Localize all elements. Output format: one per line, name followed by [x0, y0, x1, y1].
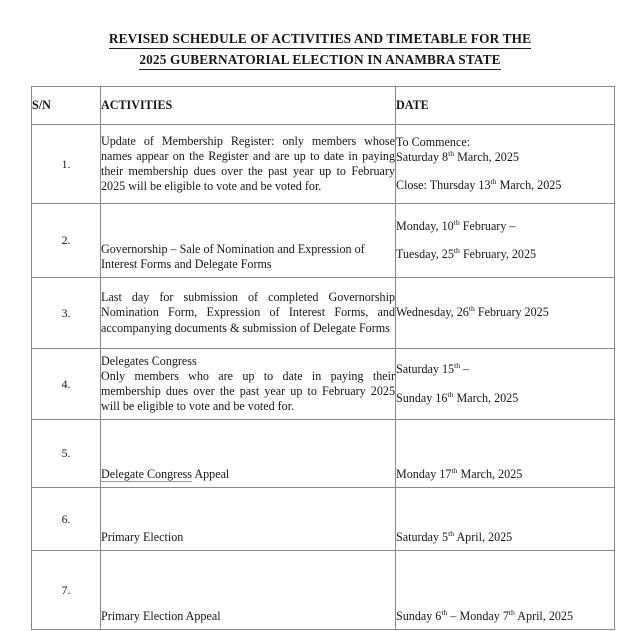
date-text: Monday, 10	[396, 218, 454, 233]
date-text: March, 2025	[457, 466, 523, 481]
date-line	[396, 530, 614, 545]
row-date	[396, 488, 615, 551]
date-text: Wednesday, 26	[396, 305, 469, 320]
date-text: March, 2025	[453, 390, 519, 405]
date-ordinal-suffix: th	[447, 389, 454, 399]
row-date	[396, 204, 615, 278]
row-date	[396, 125, 615, 204]
row-activity: Primary Election Appeal	[101, 551, 396, 630]
table-header	[32, 87, 615, 125]
date-ordinal-suffix: th	[508, 607, 515, 617]
date-text: – Monday 7	[447, 608, 509, 623]
date-text: March, 2025	[454, 149, 519, 164]
row-activity: Primary Election	[101, 488, 396, 551]
date-ordinal-suffix: th	[451, 465, 458, 475]
date-text: February –	[459, 218, 516, 233]
date-text: Saturday 15	[396, 362, 455, 377]
row-serial-number: 7.	[32, 551, 101, 630]
date-line	[396, 609, 614, 624]
table-row	[32, 278, 615, 349]
activity-text: Delegate Congress	[101, 466, 193, 481]
row-activity: Update of Membership Register: only members whose names appear on the Register and are up to date in paying their membership dues over the past year up to February 2025 will be eligible to vote and be voted for.	[101, 125, 396, 204]
row-date	[396, 420, 615, 488]
date-line	[396, 467, 614, 482]
activity-line: Delegates Congress	[101, 353, 197, 368]
date-line	[396, 305, 614, 320]
date-line: To Commence:	[396, 134, 471, 149]
date-text: April, 2025	[454, 529, 513, 544]
date-text: February 2025	[474, 305, 549, 320]
date-spacer	[396, 234, 614, 247]
row-serial-number: 6.	[32, 488, 101, 551]
date-text: Tuesday, 25	[396, 247, 454, 261]
column-header-activities: ACTIVITIES	[101, 87, 396, 125]
table-row	[32, 551, 615, 630]
column-header-date: DATE	[396, 87, 615, 125]
date-text: Saturday 5	[396, 529, 449, 544]
date-spacer	[396, 165, 614, 178]
row-date	[396, 349, 615, 420]
page-title-line-1: REVISED SCHEDULE OF ACTIVITIES AND TIMETABLE FOR THE	[109, 30, 531, 49]
column-header-sn: S/N	[32, 87, 101, 125]
date-line	[396, 391, 614, 406]
schedule-table	[31, 86, 615, 630]
date-text: Monday 17	[396, 466, 452, 481]
date-line	[396, 219, 614, 234]
row-date	[396, 278, 615, 349]
table-row	[32, 488, 615, 551]
row-serial-number: 5.	[32, 420, 101, 488]
date-text: February, 2025	[459, 247, 537, 261]
date-text: March, 2025	[496, 178, 562, 193]
date-text: Close: Thursday 13	[396, 178, 491, 193]
date-ordinal-suffix: th	[448, 148, 455, 158]
date-ordinal-suffix: th	[490, 177, 497, 187]
date-text: April, 2025	[514, 608, 574, 623]
table-header-row	[32, 87, 615, 125]
table-row	[32, 204, 615, 278]
date-line	[396, 178, 614, 193]
date-text: Sunday 16	[396, 390, 448, 405]
row-activity: Governorship – Sale of Nomination and Expression of Interest Forms and Delegate Forms	[101, 204, 396, 278]
table-row	[32, 349, 615, 420]
table-body	[32, 125, 615, 630]
date-ordinal-suffix: th	[441, 607, 448, 617]
row-serial-number: 3.	[32, 278, 101, 349]
row-serial-number: 2.	[32, 204, 101, 278]
row-serial-number: 4.	[32, 349, 101, 420]
date-ordinal-suffix: th	[453, 217, 460, 227]
activity-line: Only members who are up to date in paying their membership dues over the past year up to February 2025 will be eligible to vote and be voted for.	[101, 368, 395, 414]
row-activity	[101, 420, 396, 488]
row-serial-number: 1.	[32, 125, 101, 204]
date-ordinal-suffix: th	[468, 304, 475, 314]
date-spacer	[396, 378, 614, 391]
date-ordinal-suffix: th	[453, 245, 460, 255]
date-line	[396, 247, 614, 262]
date-ordinal-suffix: th	[454, 361, 461, 371]
row-activity	[101, 349, 396, 420]
page-title	[0, 30, 640, 70]
date-line	[396, 362, 614, 377]
page-title-line-2: 2025 GUBERNATORIAL ELECTION IN ANAMBRA STATE	[139, 51, 500, 70]
date-ordinal-suffix: th	[448, 528, 455, 538]
activity-text: Appeal	[192, 466, 230, 481]
date-text: Saturday 8	[396, 149, 449, 164]
row-date	[396, 551, 615, 630]
table-row	[32, 420, 615, 488]
table-row	[32, 125, 615, 204]
date-text: Sunday 6	[396, 608, 442, 623]
date-line	[396, 150, 614, 165]
row-activity: Last day for submission of completed Governorship Nomination Form, Expression of Interest Forms, and accompanying documents & submission of Delegate Forms	[101, 278, 396, 349]
date-text: –	[460, 362, 470, 377]
